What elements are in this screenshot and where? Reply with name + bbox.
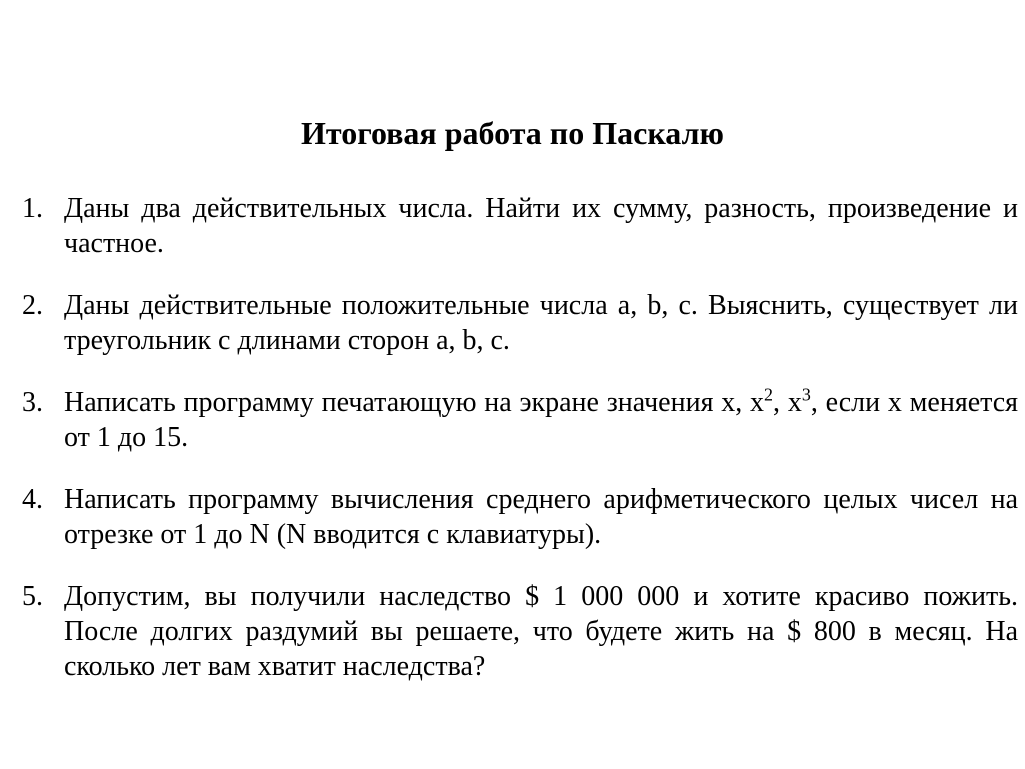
task-text: Написать программу вычисления среднего арифметического целых чисел на отрезке от 1 до N (N вводится с клавиатуры).: [64, 484, 1018, 550]
superscript-square: 2: [764, 384, 774, 405]
task-text-part: Написать программу печатающую на экране значения x, x: [64, 387, 765, 418]
task-text: Даны два действительных числа. Найти их сумму, разность, произведение и частное.: [64, 193, 1018, 259]
task-list: [22, 191, 1018, 711]
task-text: Допустим, вы получили наследство $ 1 000 000 и хотите красиво пожить. После долгих раздумий вы решаете, что будете жить на $ 800 в месяц. На сколько лет вам хватит наследства?: [64, 581, 1018, 682]
task-number: 2.: [22, 290, 43, 321]
task-item-2: [22, 288, 1018, 358]
task-number: 4.: [22, 484, 43, 515]
task-text-part: , если x меняется от 1 до 15.: [64, 387, 1019, 453]
superscript-cube: 3: [801, 384, 811, 405]
task-text: [64, 384, 1019, 453]
task-text-part: , x: [773, 387, 802, 418]
page-title: Итоговая работа по Паскалю: [301, 115, 724, 151]
task-item-5: [22, 579, 1018, 684]
task-text: Даны действительные положительные числа a, b, c. Выяснить, существует ли треугольник с длинами сторон a, b, c.: [64, 290, 1018, 356]
task-item-3: [22, 385, 1018, 455]
task-number: 1.: [22, 193, 43, 224]
task-item-1: [22, 191, 1018, 261]
task-item-4: [22, 482, 1018, 552]
task-number: 3.: [22, 387, 43, 418]
task-number: 5.: [22, 581, 43, 612]
